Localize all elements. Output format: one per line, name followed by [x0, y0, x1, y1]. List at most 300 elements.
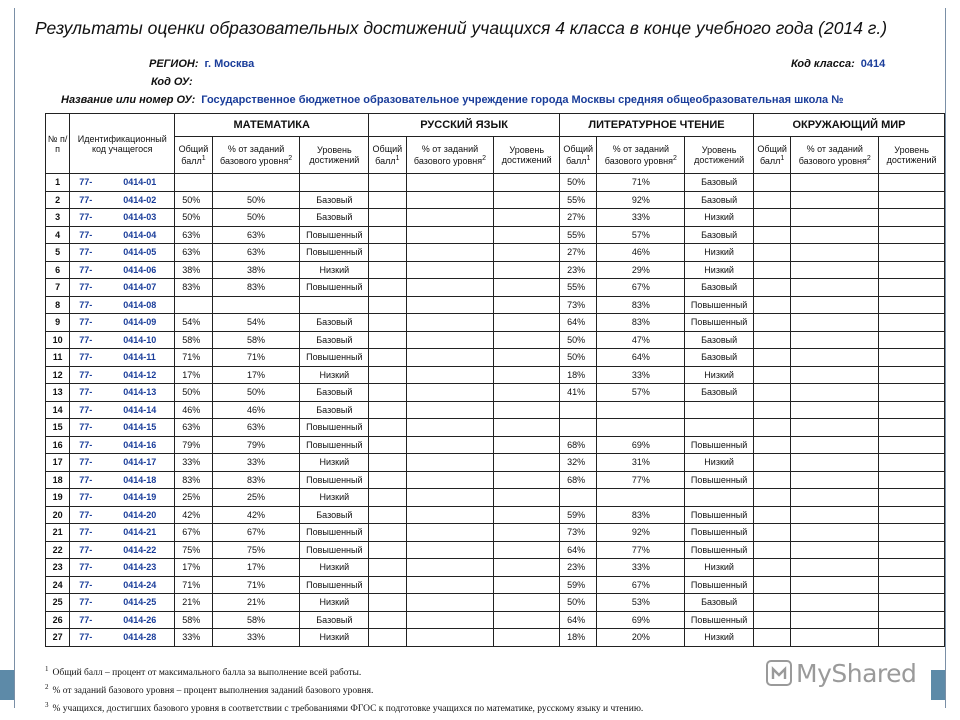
math-level [300, 174, 369, 192]
math-level: Базовый [300, 506, 369, 524]
russian-level [494, 244, 560, 262]
russian-total [369, 261, 406, 279]
literature-level [685, 419, 754, 437]
russian-percent [406, 436, 494, 454]
subheader-level-world: Уровень достижений [879, 137, 945, 174]
literature-percent: 92% [597, 191, 685, 209]
russian-total [369, 611, 406, 629]
world-percent [791, 261, 879, 279]
literature-percent: 53% [597, 594, 685, 612]
footnote-1: $^1$ Общий балл – процент от максимального балла за выполнение всей работы. [45, 665, 362, 679]
russian-percent [406, 226, 494, 244]
literature-total: 41% [560, 384, 597, 402]
subject-header-russian: РУССКИЙ ЯЗЫК [369, 114, 560, 137]
literature-total: 23% [560, 559, 597, 577]
russian-total [369, 226, 406, 244]
row-number: 20 [46, 506, 70, 524]
russian-level [494, 419, 560, 437]
table-row [46, 419, 945, 437]
student-id: 77- 0414-06 [70, 261, 175, 279]
math-level: Базовый [300, 401, 369, 419]
math-percent: 63% [212, 226, 300, 244]
literature-level: Повышенный [685, 314, 754, 332]
math-total: 17% [175, 366, 212, 384]
literature-percent: 47% [597, 331, 685, 349]
world-level [879, 366, 945, 384]
student-id: 77- 0414-08 [70, 296, 175, 314]
math-total: 63% [175, 244, 212, 262]
literature-level: Повышенный [685, 436, 754, 454]
literature-total: 55% [560, 191, 597, 209]
math-total [175, 296, 212, 314]
literature-percent: 46% [597, 244, 685, 262]
row-number: 5 [46, 244, 70, 262]
literature-level: Базовый [685, 279, 754, 297]
russian-level [494, 331, 560, 349]
russian-percent [406, 419, 494, 437]
math-percent: 42% [212, 506, 300, 524]
row-number: 23 [46, 559, 70, 577]
row-number: 26 [46, 611, 70, 629]
literature-level: Низкий [685, 261, 754, 279]
world-total [753, 559, 790, 577]
russian-level [494, 611, 560, 629]
russian-total [369, 576, 406, 594]
world-total [753, 296, 790, 314]
world-total [753, 611, 790, 629]
russian-total [369, 401, 406, 419]
student-id: 77- 0414-20 [70, 506, 175, 524]
row-number: 27 [46, 629, 70, 647]
subheader-total-literature: Общий балл$^1$ [560, 137, 597, 174]
world-percent [791, 331, 879, 349]
table-row [46, 524, 945, 542]
literature-level [685, 489, 754, 507]
row-number: 19 [46, 489, 70, 507]
literature-total: 68% [560, 471, 597, 489]
world-percent [791, 209, 879, 227]
literature-percent: 33% [597, 559, 685, 577]
world-level [879, 611, 945, 629]
math-level: Повышенный [300, 226, 369, 244]
math-percent: 58% [212, 611, 300, 629]
russian-level [494, 384, 560, 402]
math-total: 42% [175, 506, 212, 524]
student-id: 77- 0414-07 [70, 279, 175, 297]
row-number: 6 [46, 261, 70, 279]
header-student-id: Идентификационный код учащегося [70, 114, 175, 174]
math-total: 79% [175, 436, 212, 454]
world-total [753, 174, 790, 192]
literature-percent: 67% [597, 279, 685, 297]
literature-level: Базовый [685, 226, 754, 244]
literature-total: 64% [560, 541, 597, 559]
literature-percent [597, 401, 685, 419]
literature-percent: 33% [597, 209, 685, 227]
russian-total [369, 314, 406, 332]
page-title: Результаты оценки образовательных достижений учащихся 4 класса в конце учебного года (2014 г.) [35, 18, 888, 38]
math-percent: 17% [212, 366, 300, 384]
literature-percent: 31% [597, 454, 685, 472]
russian-percent [406, 314, 494, 332]
world-total [753, 401, 790, 419]
literature-total [560, 489, 597, 507]
russian-level [494, 191, 560, 209]
math-percent: 67% [212, 524, 300, 542]
russian-percent [406, 489, 494, 507]
literature-percent: 83% [597, 314, 685, 332]
world-level [879, 454, 945, 472]
russian-level [494, 261, 560, 279]
student-id: 77- 0414-02 [70, 191, 175, 209]
world-percent [791, 384, 879, 402]
math-percent: 21% [212, 594, 300, 612]
math-level: Низкий [300, 629, 369, 647]
world-percent [791, 349, 879, 367]
literature-total: 50% [560, 331, 597, 349]
math-total: 33% [175, 454, 212, 472]
subject-header-world: ОКРУЖАЮЩИЙ МИР [753, 114, 944, 137]
table-row [46, 611, 945, 629]
row-number: 17 [46, 454, 70, 472]
student-id: 77- 0414-10 [70, 331, 175, 349]
literature-level: Низкий [685, 244, 754, 262]
literature-total: 64% [560, 611, 597, 629]
class-code-line [791, 58, 885, 70]
russian-percent [406, 384, 494, 402]
school-code-label: Код ОУ: [151, 76, 193, 88]
left-side-bar [0, 670, 14, 700]
russian-percent [406, 594, 494, 612]
table-row [46, 541, 945, 559]
student-id: 77- 0414-24 [70, 576, 175, 594]
russian-level [494, 279, 560, 297]
math-level: Базовый [300, 611, 369, 629]
table-row [46, 471, 945, 489]
footnote-3: $^3$ % учащихся, достигших базового уровня в соответствии с требованиями ФГОС к подготовке учащихся по математике, русскому языку и чтению. [45, 701, 644, 715]
row-number: 22 [46, 541, 70, 559]
math-percent: 63% [212, 244, 300, 262]
world-total [753, 419, 790, 437]
russian-percent [406, 506, 494, 524]
russian-level [494, 471, 560, 489]
table-row [46, 506, 945, 524]
russian-total [369, 331, 406, 349]
row-number: 12 [46, 366, 70, 384]
math-percent: 79% [212, 436, 300, 454]
russian-level [494, 541, 560, 559]
world-level [879, 261, 945, 279]
world-percent [791, 279, 879, 297]
russian-level [494, 594, 560, 612]
math-total: 83% [175, 279, 212, 297]
russian-total [369, 244, 406, 262]
russian-percent [406, 174, 494, 192]
russian-total [369, 366, 406, 384]
literature-level: Базовый [685, 384, 754, 402]
subheader-level-literature: Уровень достижений [685, 137, 754, 174]
student-id: 77- 0414-25 [70, 594, 175, 612]
literature-percent [597, 419, 685, 437]
world-level [879, 209, 945, 227]
student-id: 77- 0414-16 [70, 436, 175, 454]
math-percent: 71% [212, 576, 300, 594]
russian-percent [406, 296, 494, 314]
math-level: Повышенный [300, 436, 369, 454]
row-number: 7 [46, 279, 70, 297]
literature-total: 55% [560, 226, 597, 244]
table-row [46, 559, 945, 577]
world-percent [791, 401, 879, 419]
russian-percent [406, 454, 494, 472]
math-percent: 83% [212, 279, 300, 297]
table-row [46, 594, 945, 612]
russian-percent [406, 471, 494, 489]
russian-total [369, 384, 406, 402]
russian-level [494, 401, 560, 419]
world-total [753, 366, 790, 384]
russian-total [369, 296, 406, 314]
literature-percent: 20% [597, 629, 685, 647]
student-id: 77- 0414-15 [70, 419, 175, 437]
world-percent [791, 594, 879, 612]
math-level: Повышенный [300, 576, 369, 594]
russian-percent [406, 524, 494, 542]
world-level [879, 314, 945, 332]
math-total [175, 174, 212, 192]
world-level [879, 576, 945, 594]
world-total [753, 314, 790, 332]
student-id: 77- 0414-18 [70, 471, 175, 489]
watermark-text: MyShared [796, 658, 917, 688]
math-total: 63% [175, 226, 212, 244]
math-total: 58% [175, 331, 212, 349]
world-total [753, 524, 790, 542]
table-row [46, 209, 945, 227]
world-total [753, 279, 790, 297]
subheader-percent-world: % от заданий базового уровня$^2$ [791, 137, 879, 174]
russian-percent [406, 244, 494, 262]
russian-total [369, 279, 406, 297]
table-row [46, 576, 945, 594]
russian-percent [406, 541, 494, 559]
subheader-level-math: Уровень достижений [300, 137, 369, 174]
world-total [753, 506, 790, 524]
literature-level: Низкий [685, 454, 754, 472]
table-row [46, 366, 945, 384]
student-id: 77- 0414-03 [70, 209, 175, 227]
russian-total [369, 419, 406, 437]
math-total: 63% [175, 419, 212, 437]
literature-level: Низкий [685, 209, 754, 227]
literature-level [685, 401, 754, 419]
russian-total [369, 506, 406, 524]
russian-total [369, 454, 406, 472]
math-percent: 33% [212, 454, 300, 472]
russian-level [494, 209, 560, 227]
math-percent: 83% [212, 471, 300, 489]
literature-total: 73% [560, 524, 597, 542]
math-percent: 75% [212, 541, 300, 559]
russian-total [369, 489, 406, 507]
literature-percent: 83% [597, 506, 685, 524]
student-id: 77- 0414-12 [70, 366, 175, 384]
world-level [879, 559, 945, 577]
world-percent [791, 244, 879, 262]
world-percent [791, 559, 879, 577]
literature-total: 32% [560, 454, 597, 472]
literature-level: Повышенный [685, 471, 754, 489]
world-total [753, 261, 790, 279]
literature-total: 23% [560, 261, 597, 279]
literature-percent: 29% [597, 261, 685, 279]
world-level [879, 296, 945, 314]
math-percent: 38% [212, 261, 300, 279]
math-level: Низкий [300, 261, 369, 279]
right-side-bar [931, 670, 945, 700]
math-percent: 25% [212, 489, 300, 507]
math-level: Повышенный [300, 279, 369, 297]
literature-level: Повышенный [685, 611, 754, 629]
subheader-total-math: Общий балл$^1$ [175, 137, 212, 174]
russian-total [369, 559, 406, 577]
region-value: г. Москва [204, 58, 255, 70]
literature-level: Базовый [685, 349, 754, 367]
world-level [879, 436, 945, 454]
math-level: Низкий [300, 454, 369, 472]
russian-percent [406, 401, 494, 419]
russian-level [494, 174, 560, 192]
subject-header-math: МАТЕМАТИКА [175, 114, 369, 137]
row-number: 3 [46, 209, 70, 227]
literature-percent: 77% [597, 471, 685, 489]
russian-percent [406, 191, 494, 209]
student-id: 77- 0414-14 [70, 401, 175, 419]
math-total: 71% [175, 576, 212, 594]
literature-level: Низкий [685, 366, 754, 384]
literature-total: 59% [560, 576, 597, 594]
world-percent [791, 454, 879, 472]
subheader-total-russian: Общий балл$^1$ [369, 137, 406, 174]
russian-level [494, 296, 560, 314]
world-percent [791, 611, 879, 629]
results-table [45, 113, 945, 647]
russian-level [494, 489, 560, 507]
table-row [46, 436, 945, 454]
footnotes [45, 662, 643, 716]
class-code-value: 0414 [860, 58, 886, 70]
world-total [753, 384, 790, 402]
world-percent [791, 629, 879, 647]
russian-total [369, 524, 406, 542]
student-id: 77- 0414-22 [70, 541, 175, 559]
row-number: 15 [46, 419, 70, 437]
russian-total [369, 174, 406, 192]
literature-percent: 33% [597, 366, 685, 384]
world-level [879, 279, 945, 297]
class-code-label: Код класса: [791, 58, 855, 70]
math-total: 71% [175, 349, 212, 367]
math-total: 58% [175, 611, 212, 629]
russian-level [494, 576, 560, 594]
world-level [879, 471, 945, 489]
student-id: 77- 0414-28 [70, 629, 175, 647]
math-total: 67% [175, 524, 212, 542]
literature-level: Повышенный [685, 524, 754, 542]
math-level: Базовый [300, 331, 369, 349]
math-level: Низкий [300, 594, 369, 612]
literature-level: Базовый [685, 191, 754, 209]
row-number: 25 [46, 594, 70, 612]
world-total [753, 594, 790, 612]
subheader-level-russian: Уровень достижений [494, 137, 560, 174]
literature-level: Базовый [685, 594, 754, 612]
literature-level: Повышенный [685, 296, 754, 314]
literature-total: 18% [560, 366, 597, 384]
math-percent: 17% [212, 559, 300, 577]
region-label: РЕГИОН: [149, 58, 199, 70]
russian-level [494, 524, 560, 542]
table-row [46, 244, 945, 262]
math-level: Повышенный [300, 541, 369, 559]
literature-total: 64% [560, 314, 597, 332]
math-total: 75% [175, 541, 212, 559]
literature-percent: 92% [597, 524, 685, 542]
row-number: 11 [46, 349, 70, 367]
math-percent [212, 174, 300, 192]
row-number: 24 [46, 576, 70, 594]
row-number: 21 [46, 524, 70, 542]
world-percent [791, 541, 879, 559]
literature-total: 50% [560, 349, 597, 367]
math-total: 83% [175, 471, 212, 489]
world-total [753, 209, 790, 227]
world-level [879, 524, 945, 542]
footnote-2: $^2$ % от заданий базового уровня – процент выполнения заданий базового уровня. [45, 683, 374, 697]
document-sheet [14, 8, 946, 715]
russian-total [369, 209, 406, 227]
math-level: Базовый [300, 384, 369, 402]
world-level [879, 191, 945, 209]
table-row [46, 226, 945, 244]
literature-level: Базовый [685, 331, 754, 349]
table-row [46, 401, 945, 419]
russian-total [369, 594, 406, 612]
russian-percent [406, 279, 494, 297]
world-total [753, 454, 790, 472]
student-id: 77- 0414-13 [70, 384, 175, 402]
literature-percent [597, 489, 685, 507]
math-percent: 46% [212, 401, 300, 419]
russian-percent [406, 611, 494, 629]
table-row [46, 296, 945, 314]
literature-percent: 83% [597, 296, 685, 314]
russian-percent [406, 559, 494, 577]
row-number: 4 [46, 226, 70, 244]
literature-percent: 57% [597, 226, 685, 244]
student-id: 77- 0414-05 [70, 244, 175, 262]
russian-percent [406, 629, 494, 647]
russian-level [494, 366, 560, 384]
world-percent [791, 489, 879, 507]
russian-total [369, 436, 406, 454]
literature-total: 73% [560, 296, 597, 314]
literature-total: 27% [560, 209, 597, 227]
student-id: 77- 0414-17 [70, 454, 175, 472]
literature-level: Низкий [685, 629, 754, 647]
math-percent: 33% [212, 629, 300, 647]
row-number: 9 [46, 314, 70, 332]
